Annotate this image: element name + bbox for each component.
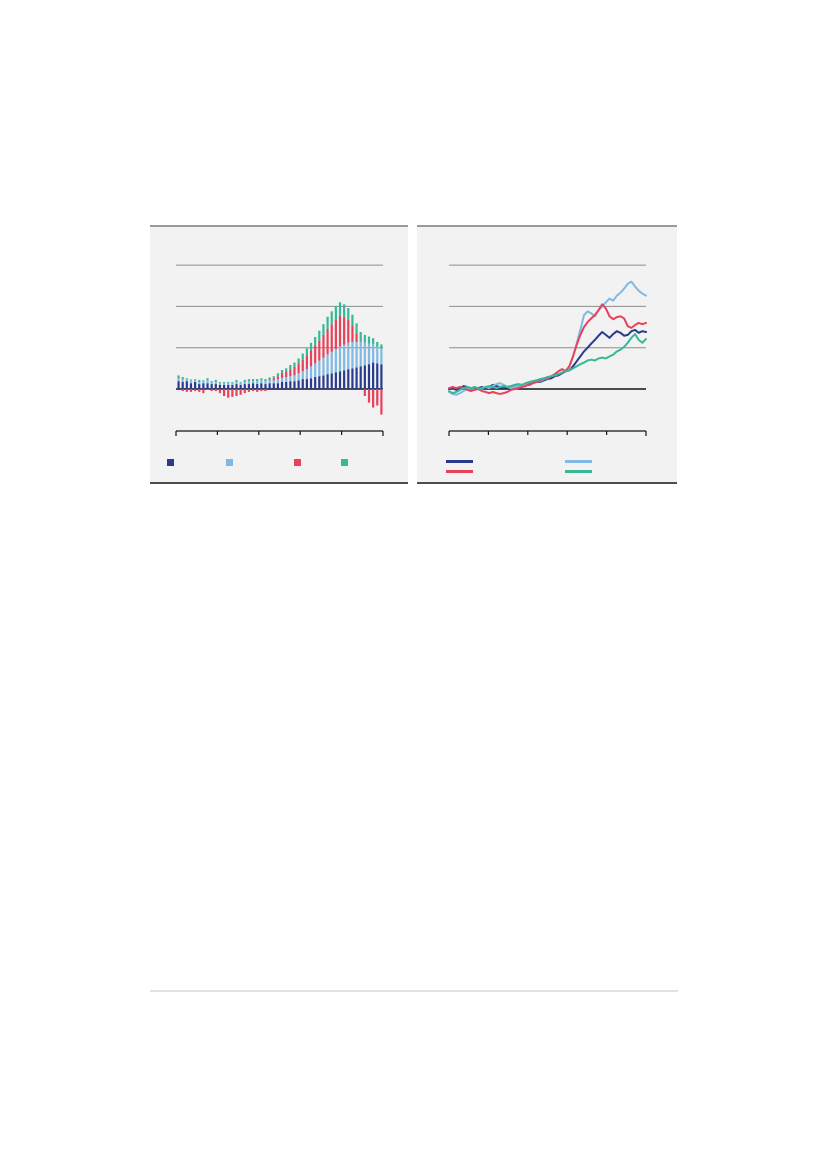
bar-navy — [343, 370, 345, 389]
bar-navy — [314, 377, 316, 389]
bar-light_blue — [215, 382, 217, 384]
bar-navy — [310, 378, 312, 389]
bar-red-neg — [244, 389, 246, 393]
bar-light_blue — [264, 381, 266, 384]
gridlines — [449, 265, 646, 348]
bar-green — [277, 373, 279, 376]
bar-red — [293, 367, 295, 376]
bar-red-neg — [215, 389, 217, 391]
bar-green — [326, 317, 328, 329]
bar-navy — [368, 364, 370, 389]
bar-red-neg — [256, 389, 258, 392]
bar-light_blue — [211, 382, 213, 384]
line-red — [449, 304, 646, 394]
bar-light_blue — [198, 382, 200, 384]
bar-red — [310, 351, 312, 367]
stacked-bar-chart — [150, 227, 408, 482]
bar-green — [198, 380, 200, 382]
bar-navy — [285, 382, 287, 389]
bar-red-neg — [368, 389, 370, 403]
bar-light_blue — [177, 378, 179, 381]
bar-red-neg — [364, 389, 366, 396]
bar-navy — [331, 373, 333, 389]
bar-light_blue — [339, 346, 341, 371]
bar-green — [231, 382, 233, 383]
bar-navy — [227, 385, 229, 389]
line-green — [449, 334, 646, 393]
bar-green — [318, 331, 320, 341]
bar-green — [360, 332, 362, 341]
bar-red — [331, 324, 333, 352]
x-axis — [449, 431, 646, 436]
bar-navy — [306, 379, 308, 389]
bar-green — [364, 335, 366, 343]
bar-green — [269, 377, 271, 379]
bar-green — [281, 370, 283, 373]
bar-light_blue — [273, 380, 275, 383]
bar-green — [273, 376, 275, 378]
bar-red-neg — [190, 389, 192, 392]
bar-green — [244, 380, 246, 382]
bar-light_blue — [235, 382, 237, 384]
bar-green — [302, 353, 304, 359]
bar-navy — [289, 381, 291, 389]
bar-navy — [215, 384, 217, 389]
bar-navy — [256, 384, 258, 389]
bar-light_blue — [194, 380, 196, 382]
bar-light_blue — [206, 380, 208, 383]
bar-navy — [360, 366, 362, 389]
bar-green — [223, 382, 225, 383]
bar-light_blue — [202, 381, 204, 383]
bar-light_blue — [351, 342, 353, 368]
bar-green — [347, 308, 349, 320]
bar-light_blue — [289, 376, 291, 381]
bar-red — [273, 378, 275, 380]
bar-light_blue — [293, 375, 295, 381]
bar-green — [372, 338, 374, 344]
bar-navy — [318, 376, 320, 389]
bar-green — [343, 304, 345, 317]
bar-navy — [211, 384, 213, 389]
bar-green — [285, 368, 287, 371]
bar-red-neg — [211, 389, 213, 391]
bar-light_blue — [335, 349, 337, 373]
bar-navy — [194, 382, 196, 389]
bar-light_blue — [326, 354, 328, 374]
bar-light_blue — [244, 382, 246, 384]
bar-light_blue — [347, 343, 349, 369]
bar-red-neg — [186, 389, 188, 392]
bar-navy — [182, 382, 184, 389]
bar-red — [285, 371, 287, 377]
bar-navy — [240, 385, 242, 389]
bar-navy — [190, 383, 192, 389]
bar-green — [289, 365, 291, 369]
bar-green — [235, 380, 237, 382]
bar-navy — [206, 383, 208, 389]
bar-navy — [302, 379, 304, 389]
bar-red — [355, 333, 357, 342]
bar-green — [252, 379, 254, 381]
bar-light_blue — [240, 383, 242, 385]
bar-navy — [376, 363, 378, 389]
bar-red-neg — [260, 389, 262, 391]
bar-red — [339, 316, 341, 347]
bar-navy — [364, 365, 366, 389]
line-chart — [417, 227, 677, 482]
bar-green — [306, 349, 308, 356]
line-navy — [449, 330, 646, 390]
bar-red-neg — [240, 389, 242, 395]
bar-navy — [269, 383, 271, 389]
bar-green — [335, 306, 337, 320]
bar-navy — [347, 369, 349, 389]
bar-light_blue — [219, 383, 221, 385]
bar-red-neg — [223, 389, 225, 396]
bar-green — [322, 324, 324, 335]
bar-light_blue — [269, 380, 271, 383]
bar-light_blue — [182, 379, 184, 382]
bar-red-neg — [219, 389, 221, 393]
bar-red — [343, 317, 345, 345]
bar-navy — [264, 384, 266, 389]
bar-navy — [202, 383, 204, 389]
bar-red — [281, 373, 283, 378]
bar-light_blue — [355, 342, 357, 368]
bar-red-neg — [202, 389, 204, 393]
bar-red — [306, 356, 308, 370]
bar-red — [302, 359, 304, 371]
bar-navy — [248, 384, 250, 389]
bar-light_blue — [380, 349, 382, 365]
bar-red — [177, 377, 179, 378]
bar-light_blue — [372, 344, 374, 363]
bar-light_blue — [318, 361, 320, 377]
bar-red — [314, 346, 316, 364]
bar-navy — [326, 374, 328, 389]
bar-green — [293, 363, 295, 367]
x-axis — [176, 431, 383, 436]
bar-light_blue — [376, 347, 378, 364]
bar-green — [314, 337, 316, 346]
bar-light_blue — [248, 381, 250, 384]
bar-green — [264, 379, 266, 381]
bar-green — [177, 375, 179, 377]
bar-red — [322, 335, 324, 358]
bar-light_blue — [231, 383, 233, 385]
bar-light_blue — [343, 345, 345, 371]
bar-light_blue — [364, 343, 366, 366]
bar-light_blue — [368, 344, 370, 365]
bar-red-neg — [194, 389, 196, 391]
bar-red-neg — [198, 389, 200, 392]
bar-navy — [372, 363, 374, 389]
bar-light_blue — [277, 379, 279, 383]
bar-green — [331, 311, 333, 324]
bar-navy — [273, 383, 275, 389]
bar-red-neg — [227, 389, 229, 398]
bar-light_blue — [281, 378, 283, 382]
bar-navy — [322, 375, 324, 389]
bar-navy — [339, 371, 341, 389]
bar-green — [351, 315, 353, 326]
bar-red — [335, 320, 337, 349]
bar-green — [206, 378, 208, 380]
bar-light_blue — [256, 381, 258, 384]
bar-light_blue — [285, 377, 287, 382]
bar-green — [380, 344, 382, 348]
bar-navy — [177, 381, 179, 389]
bar-light_blue — [302, 371, 304, 379]
bar-green — [215, 380, 217, 382]
bar-green — [194, 379, 196, 380]
bar-light_blue — [186, 379, 188, 381]
bar-green — [248, 379, 250, 381]
bar-navy — [244, 384, 246, 389]
bar-light_blue — [223, 383, 225, 385]
bar-green — [339, 302, 341, 316]
bar-light_blue — [190, 380, 192, 383]
bar-red — [289, 369, 291, 376]
bar-red — [326, 329, 328, 355]
bar-navy — [277, 383, 279, 389]
bar-green — [256, 379, 258, 381]
bar-green — [219, 382, 221, 383]
bar-green — [211, 381, 213, 382]
bar-green — [240, 382, 242, 383]
bar-navy — [223, 385, 225, 389]
bar-red — [360, 341, 362, 342]
bar-navy — [351, 368, 353, 389]
bar-green — [260, 378, 262, 380]
bar-chart-panel — [150, 225, 408, 484]
bar-navy — [281, 382, 283, 389]
bar-navy — [252, 383, 254, 389]
bar-red-neg — [235, 389, 237, 396]
bar-red-neg — [182, 389, 184, 391]
bar-red-neg — [372, 389, 374, 408]
bar-red-neg — [248, 389, 250, 392]
bar-navy — [231, 385, 233, 389]
bar-navy — [380, 364, 382, 389]
bar-light_blue — [252, 381, 254, 383]
bar-red — [318, 341, 320, 361]
bar-navy — [235, 384, 237, 389]
bar-navy — [355, 368, 357, 389]
bar-light_blue — [331, 352, 333, 373]
bar-green — [368, 337, 370, 344]
bar-green — [227, 382, 229, 383]
bar-light_blue — [310, 366, 312, 378]
bar-red-neg — [206, 389, 208, 390]
bar-green — [355, 323, 357, 333]
bar-red — [277, 376, 279, 379]
bar-red-neg — [264, 389, 266, 391]
footer-divider — [150, 990, 678, 992]
bar-navy — [260, 383, 262, 389]
bar-navy — [186, 381, 188, 389]
bar-green — [376, 342, 378, 347]
bar-red-neg — [376, 389, 378, 406]
bar-red — [347, 320, 349, 343]
bar-light_blue — [360, 342, 362, 367]
bar-red — [269, 380, 271, 381]
bar-green — [190, 380, 192, 381]
bar-green — [298, 358, 300, 363]
bar-green — [310, 343, 312, 351]
bar-navy — [335, 372, 337, 389]
bar-red-neg — [252, 389, 254, 391]
bar-red — [351, 325, 353, 342]
bar-red-neg — [380, 389, 382, 415]
bar-light_blue — [227, 383, 229, 385]
bar-green — [182, 377, 184, 379]
line-chart-panel — [417, 225, 677, 484]
bar-light_blue — [298, 373, 300, 380]
bar-light_blue — [322, 358, 324, 376]
bar-red-neg — [231, 389, 233, 397]
bar-light_blue — [260, 380, 262, 383]
bar-light_blue — [306, 369, 308, 379]
bar-light_blue — [314, 363, 316, 377]
bar-green — [202, 380, 204, 381]
bar-red — [298, 363, 300, 373]
bar-series — [177, 302, 382, 414]
bar-navy — [198, 384, 200, 389]
bar-navy — [298, 380, 300, 389]
bar-green — [186, 378, 188, 379]
bar-navy — [219, 385, 221, 389]
bar-navy — [293, 381, 295, 389]
